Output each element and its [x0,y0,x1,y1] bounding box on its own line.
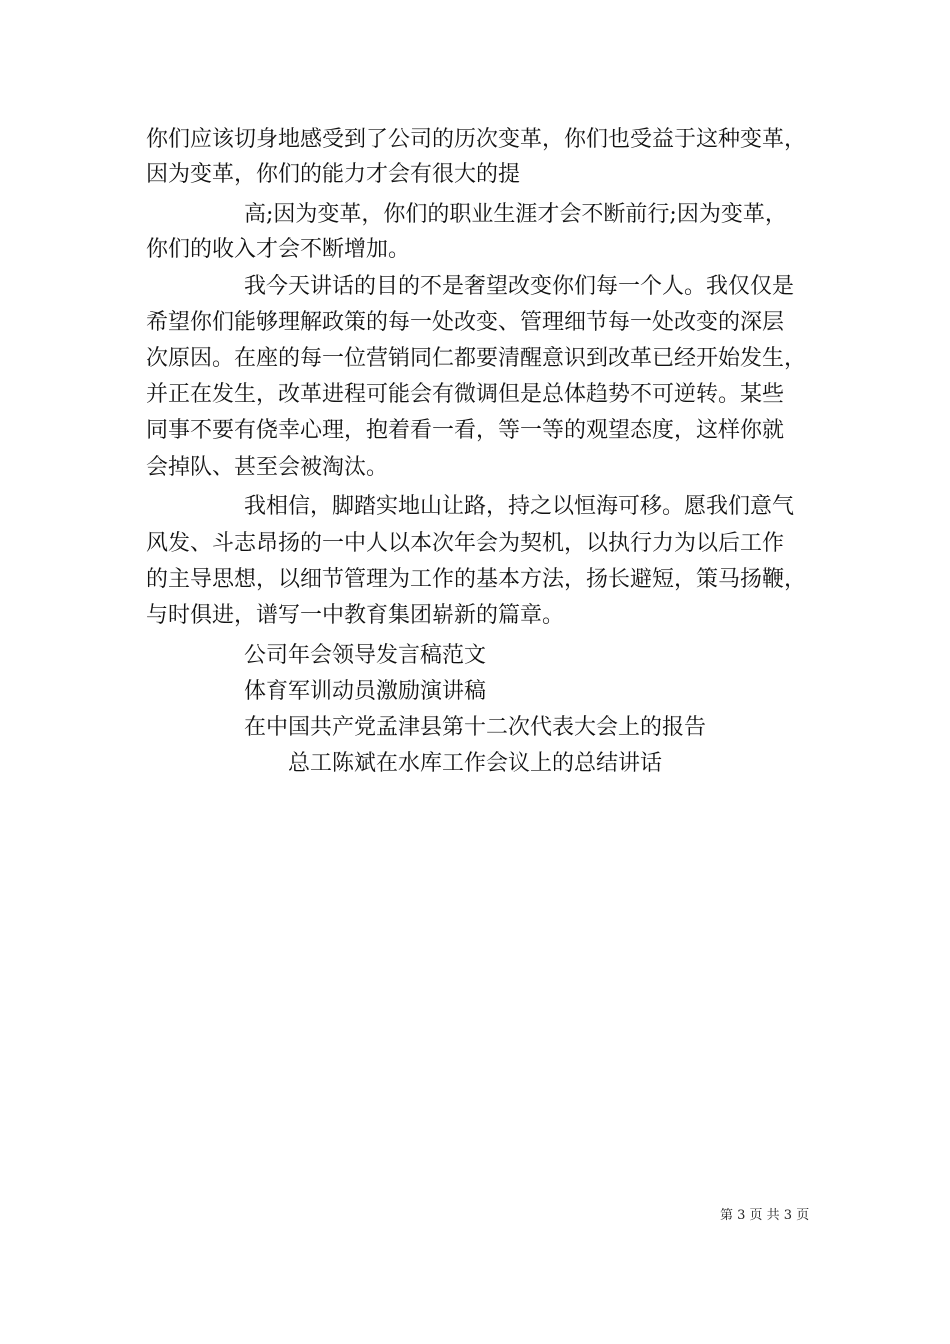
body-line: 的主导思想，以细节管理为工作的基本方法，扬长避短，策马扬鞭， [146,567,807,592]
body-line: 我今天讲话的目的不是奢望改变你们每一个人。我仅仅是 [244,274,795,299]
body-line: 我相信，脚踏实地山让路，持之以恒海可移。愿我们意气 [244,494,795,519]
related-link[interactable]: 在中国共产党孟津县第十二次代表大会上的报告 [244,715,707,740]
body-line: 因为变革，你们的能力才会有很大的提 [146,162,521,187]
related-link[interactable]: 体育军训动员激励演讲稿 [244,679,487,704]
body-line: 次原因。在座的每一位营销同仁都要清醒意识到改革已经开始发生， [146,346,807,371]
body-line: 并正在发生，改革进程可能会有微调但是总体趋势不可逆转。某些 [146,382,785,407]
related-link[interactable]: 公司年会领导发言稿范文 [244,643,487,668]
body-line: 希望你们能够理解政策的每一处改变、管理细节每一处改变的深层 [146,310,785,335]
body-line: 高;因为变革，你们的职业生涯才会不断前行;因为变革， [244,202,787,227]
related-link[interactable]: 总工陈斌在水库工作会议上的总结讲话 [288,751,663,776]
body-line: 风发、斗志昂扬的一中人以本次年会为契机，以执行力为以后工作 [146,531,785,556]
body-line: 你们应该切身地感受到了公司的历次变革，你们也受益于这种变革， [146,127,807,152]
body-line: 同事不要有侥幸心理，抱着看一看，等一等的观望态度，这样你就 [146,418,785,443]
body-line: 会掉队、甚至会被淘汰。 [146,455,389,480]
page-number: 第 3 页 共 3 页 [720,1208,810,1223]
body-line: 你们的收入才会不断增加。 [146,237,411,262]
body-line: 与时俱进，谱写一中教育集团崭新的篇章。 [146,603,565,628]
